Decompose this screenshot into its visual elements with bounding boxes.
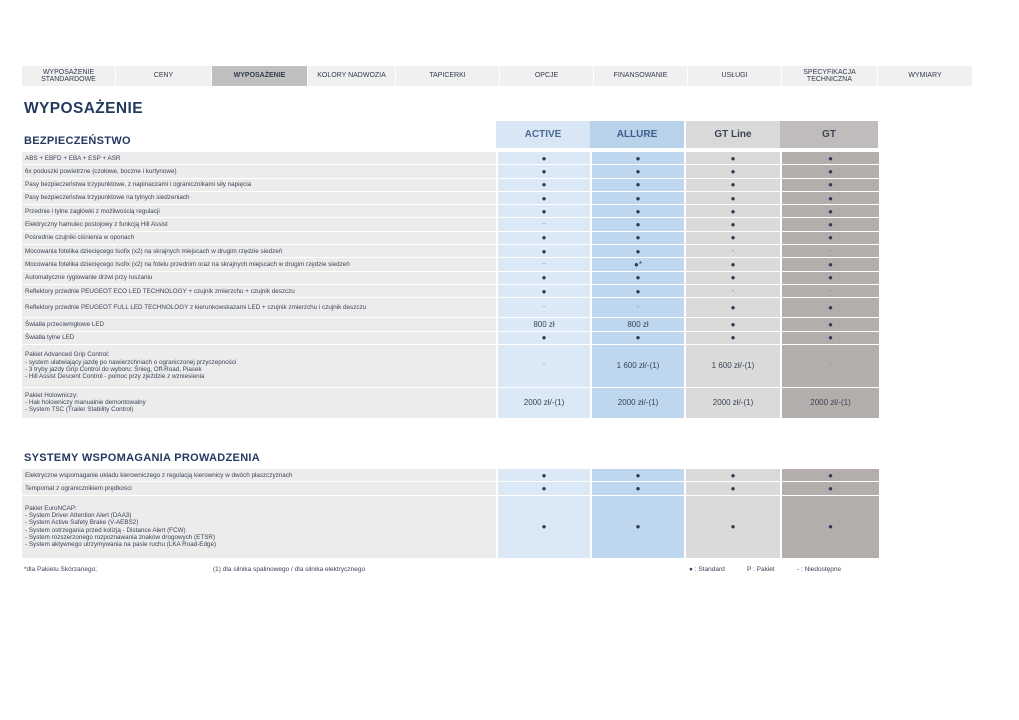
unavailable-dash: - [590,298,684,317]
feature-label: ABS + EBFD + EBA + ESP + ASR [22,152,496,164]
unavailable-dash: - [684,245,780,257]
price-value: 800 zł [590,318,684,330]
feature-label: Mocowania fotelika dziecięcego Isofix (x2) na fotelu przednim oraz na skrajnych miejscach w drugim rzędzie siedzeń [22,258,496,270]
nav-tab-1[interactable]: CENY [116,66,212,86]
price-value: 1 600 zł/-(1) [590,345,684,387]
feature-label: Reflektory przednie PEUGEOT FULL LED TECHNOLOGY z kierunkowskazami LED + czujnik zmierzchu i czujnik deszczu [22,298,496,317]
price-value: 2000 zł/-(1) [684,388,780,418]
standard-dot-icon: ● [590,205,684,217]
standard-dot-icon: ● [780,192,879,204]
safety-table [22,151,879,418]
standard-dot-icon: ● [590,165,684,177]
unavailable-dash: - [496,345,590,387]
standard-dot-icon: ● [780,218,879,230]
feature-label: Elektryczne wspomaganie układu kierowniczego z regulacją kierownicy w dwóch płaszczyznach [22,469,496,481]
price-value: 800 zł [496,318,590,330]
standard-dot-icon: ● [684,192,780,204]
unavailable-dash: - [496,258,590,270]
standard-dot-icon: ● [496,496,590,558]
nav-tab-4[interactable]: TAPICERKI [396,66,500,86]
standard-dot-icon: ● [684,298,780,317]
feature-label: Elektryczny hamulec postojowy z funkcją Hill Assist [22,218,496,230]
standard-dot-icon: ● [590,272,684,284]
standard-dot-icon: ● [590,245,684,257]
standard-dot-icon: ● [684,272,780,284]
table-row [22,244,879,257]
table-row [22,178,879,191]
standard-dot-icon: ● [496,272,590,284]
standard-dot-icon: ● [590,218,684,230]
standard-dot-icon: ● [496,179,590,191]
nav-tab-5[interactable]: OPCJE [500,66,594,86]
standard-dot-icon: ● [780,232,879,244]
standard-dot-icon: ● [684,332,780,344]
unavailable-dash: - [780,285,879,297]
unavailable-dash: - [496,298,590,317]
column-header-allure: ALLURE [590,121,684,148]
standard-dot-icon: ● [780,332,879,344]
feature-label: Światła przeciwmgłowe LED [22,318,496,330]
unavailable-dash: - [780,245,879,257]
feature-label: Automatyczne ryglowanie drzwi przy ruszaniu [22,272,496,284]
price-value: 2000 zł/-(1) [590,388,684,418]
feature-label: Światła tylne LED [22,332,496,344]
unavailable-dash: - [684,285,780,297]
price-value: 2000 zł/-(1) [780,388,879,418]
table-row [22,151,879,164]
standard-dot-icon: ● [684,496,780,558]
standard-dot-icon: ● [496,192,590,204]
standard-dot-icon: ● [780,165,879,177]
standard-dot-icon: ● [590,332,684,344]
section-title-systemy: SYSTEMY WSPOMAGANIA PROWADZENIA [24,452,261,464]
standard-dot-icon: ● [496,332,590,344]
standard-dot-icon: ● [684,482,780,494]
standard-dot-icon: ● [684,205,780,217]
table-row [22,271,879,284]
standard-dot-icon: ● [496,245,590,257]
table-row [22,387,879,418]
table-row [22,468,879,481]
footnote-engine: (1) dla silnika spalinowego / dla silnika elektrycznego [213,566,366,573]
unavailable-dash: - [496,218,590,230]
standard-dot-icon: ● [780,258,879,270]
standard-dot-icon: ● [684,218,780,230]
table-row [22,495,879,558]
top-navigation [22,66,973,86]
standard-dot-icon: ● [496,152,590,164]
nav-tab-9[interactable]: WYMIARY [878,66,973,86]
table-row [22,284,879,297]
feature-label: Reflektory przednie PEUGEOT ECO LED TECHNOLOGY + czujnik zmierzchu + czujnik deszczu [22,285,496,297]
table-row [22,481,879,494]
legend-standard: ● : Standard [689,566,725,573]
feature-label: 6x poduszki powietrzne (czołowe, boczne i kurtynowe) [22,165,496,177]
table-row [22,257,879,270]
nav-tab-2[interactable]: WYPOSAŻENIE [212,66,308,86]
standard-dot-icon: ● [496,165,590,177]
table-row [22,191,879,204]
standard-dot-icon: ● [590,179,684,191]
nav-tab-3[interactable]: KOLORY NADWOZIA [308,66,396,86]
standard-dot-icon: ● [590,482,684,494]
standard-dot-icon: ● [496,469,590,481]
standard-dot-icon: ● [590,192,684,204]
nav-tab-0[interactable]: WYPOSAŻENIE STANDARDOWE [22,66,116,86]
standard-dot-icon: ● [684,232,780,244]
standard-dot-icon: ● [780,205,879,217]
table-row [22,164,879,177]
standard-dot-icon: ● [590,285,684,297]
standard-dot-icon: ● [684,179,780,191]
standard-dot-icon: ● [684,165,780,177]
unavailable-dash: - [780,345,879,387]
legend-niedostepne: - : Niedostępne [797,566,842,573]
standard-dot-icon: ●* [590,258,684,270]
assistance-table [22,468,879,558]
standard-dot-icon: ● [780,272,879,284]
standard-dot-icon: ● [780,152,879,164]
price-value: 1 600 zł/-(1) [684,345,780,387]
table-row [22,344,879,387]
standard-dot-icon: ● [590,152,684,164]
standard-dot-icon: ● [780,179,879,191]
standard-dot-icon: ● [684,469,780,481]
feature-label: Przednie i tylne zagłówki z możliwością regulacji [22,205,496,217]
feature-label: Pośrednie czujniki ciśnienia w oponach [22,232,496,244]
standard-dot-icon: ● [590,496,684,558]
standard-dot-icon: ● [780,482,879,494]
legend-pakiet: P : Pakiet [747,566,775,573]
table-row [22,297,879,317]
page-title: WYPOSAŻENIE [24,100,143,117]
column-header-gt-line: GT Line [686,121,780,148]
table-row [22,317,879,330]
standard-dot-icon: ● [496,285,590,297]
feature-label: Pasy bezpieczeństwa trzypunktowe na tylnych siedzeniach [22,192,496,204]
feature-label: Pakiet Holowniczy: - Hak holowniczy manualnie demontowalny - System TSC (Trailer Stability Control) [22,388,496,418]
feature-label: Pakiet EuroNCAP: - System Driver Attention Alert (DAA3) - System Active Safety Brake (V-AEBS2) - System ostrzegania przed kolizją - Distance Alert (FCW) - System rozszerzonego rozpoznawania znaków drogowych (ETSR) - System aktywnego utrzymywania na pasie ruchu (LKA Road-Edge) [22,496,496,558]
standard-dot-icon: ● [684,258,780,270]
standard-dot-icon: ● [780,469,879,481]
table-row [22,217,879,230]
standard-dot-icon: ● [780,496,879,558]
standard-dot-icon: ● [684,152,780,164]
footnote-leather: *dla Pakietu Skórzanego; [24,566,97,573]
standard-dot-icon: ● [496,232,590,244]
table-row [22,204,879,217]
feature-label: Pasy bezpieczeństwa trzypunktowe, z napinaczami i ogranicznikami siły napięcia [22,179,496,191]
price-value: 2000 zł/-(1) [496,388,590,418]
standard-dot-icon: ● [496,205,590,217]
standard-dot-icon: ● [684,318,780,330]
standard-dot-icon: ● [590,469,684,481]
feature-label: Pakiet Advanced Grip Control: - system ułatwiający jazdę po nawierzchniach o ograniczonej przyczepności - 3 tryby jazdy Grip Control do wyboru: Śnieg, Off-Road, Piasek - Hill Assist Descent Control - pomoc przy zjeździe z wzniesienia [22,345,496,387]
column-header-gt: GT [780,121,878,148]
standard-dot-icon: ● [496,482,590,494]
column-header-active: ACTIVE [496,121,590,148]
table-row [22,231,879,244]
feature-label: Mocowania fotelika dziecięcego Isofix (x2) na skrajnych miejscach w drugim rzędzie siedzeń [22,245,496,257]
feature-label: Tempomat z ogranicznikiem prędkości [22,482,496,494]
nav-tab-8[interactable]: SPECYFIKACJA TECHNICZNA [782,66,878,86]
table-row [22,331,879,344]
standard-dot-icon: ● [590,232,684,244]
section-title-bezpieczenstwo: BEZPIECZEŃSTWO [24,135,131,147]
standard-dot-icon: ● [780,298,879,317]
standard-dot-icon: ● [780,318,879,330]
nav-tab-7[interactable]: USŁUGI [688,66,782,86]
nav-tab-6[interactable]: FINANSOWANIE [594,66,688,86]
